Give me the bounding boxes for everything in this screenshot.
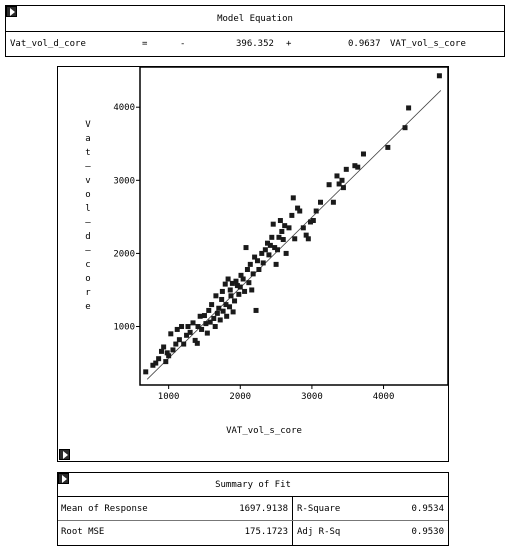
- y-tick-label: 3000: [113, 176, 135, 187]
- data-point: [286, 225, 291, 230]
- data-point: [231, 309, 236, 314]
- data-point: [291, 195, 296, 200]
- root-mse-label: Root MSE: [61, 527, 105, 537]
- data-point: [318, 200, 323, 205]
- adj-r-sq-value: 0.9530: [411, 527, 444, 537]
- data-point: [289, 213, 294, 218]
- data-point: [163, 359, 168, 364]
- summary-of-fit-panel: [57, 472, 449, 546]
- data-point: [215, 311, 220, 316]
- data-point: [170, 347, 175, 352]
- data-point: [256, 267, 261, 272]
- data-point: [202, 313, 207, 318]
- data-point: [224, 314, 229, 319]
- x-tick-label: 2000: [229, 392, 252, 402]
- data-point: [218, 317, 223, 322]
- equation-predictor: VAT_vol_s_core: [390, 39, 466, 49]
- data-point: [249, 287, 254, 292]
- data-point: [233, 279, 238, 284]
- mean-of-response-label: Mean of Response: [61, 504, 148, 514]
- data-point: [188, 330, 193, 335]
- data-point: [331, 200, 336, 205]
- mean-of-response-value: 1697.9138: [239, 504, 288, 514]
- data-point: [255, 258, 260, 263]
- data-point: [271, 222, 276, 227]
- data-point: [275, 247, 280, 252]
- y-tick-label: 4000: [113, 103, 135, 114]
- data-point: [278, 218, 283, 223]
- data-point: [246, 280, 251, 285]
- data-point: [238, 285, 243, 290]
- y-tick-label: 1000: [113, 322, 135, 333]
- y-axis-label: V a t — v o l — d — c o r e: [85, 120, 91, 312]
- scatter-plot-panel: [57, 66, 449, 462]
- data-point: [311, 218, 316, 223]
- r-square-value: 0.9534: [411, 504, 444, 514]
- data-point: [191, 320, 196, 325]
- x-tick-label: 3000: [301, 392, 323, 402]
- data-point: [161, 344, 166, 349]
- data-point: [228, 293, 233, 298]
- data-point: [211, 316, 216, 321]
- data-point: [213, 324, 218, 329]
- data-point: [216, 306, 221, 311]
- data-point: [242, 289, 247, 294]
- data-point: [279, 229, 284, 234]
- data-point: [344, 167, 349, 172]
- data-point: [173, 342, 178, 347]
- root-mse-value: 175.1723: [244, 527, 288, 537]
- data-point: [209, 302, 214, 307]
- data-point: [228, 287, 233, 292]
- data-point: [185, 324, 190, 329]
- data-point: [355, 165, 360, 170]
- data-point: [297, 209, 302, 214]
- data-point: [269, 235, 274, 240]
- data-point: [219, 297, 224, 302]
- data-point: [166, 353, 171, 358]
- data-point: [236, 292, 241, 297]
- data-point: [339, 178, 344, 183]
- scatter-plot: [58, 67, 448, 461]
- data-point: [334, 173, 339, 178]
- data-point: [341, 185, 346, 190]
- equation-equals: =: [142, 39, 148, 49]
- fit-row-divider: [58, 520, 448, 521]
- data-point: [268, 243, 273, 248]
- data-point: [221, 309, 226, 314]
- equation-slope: 0.9637: [348, 39, 381, 49]
- data-point: [276, 235, 281, 240]
- data-point: [254, 308, 259, 313]
- data-point: [274, 262, 279, 267]
- equation-plus: +: [286, 39, 292, 49]
- data-point: [213, 293, 218, 298]
- data-point: [226, 277, 231, 282]
- data-point: [403, 125, 408, 130]
- model-equation-panel: [5, 5, 505, 57]
- adj-r-sq-label: Adj R-Sq: [297, 527, 341, 537]
- data-point: [179, 324, 184, 329]
- data-point: [314, 209, 319, 214]
- data-point: [206, 308, 211, 313]
- data-point: [327, 182, 332, 187]
- data-point: [227, 304, 232, 309]
- data-point: [241, 277, 246, 282]
- data-point: [181, 342, 186, 347]
- data-point: [284, 251, 289, 256]
- data-point: [261, 260, 266, 265]
- data-point: [195, 341, 200, 346]
- data-point: [301, 225, 306, 230]
- x-axis-label: VAT_vol_s_core: [226, 426, 302, 436]
- data-point: [406, 105, 411, 110]
- data-point: [266, 252, 271, 257]
- data-point: [223, 282, 228, 287]
- data-point: [203, 321, 208, 326]
- data-point: [175, 327, 180, 332]
- model-equation-title: Model Equation: [6, 6, 504, 32]
- y-tick-label: 2000: [113, 249, 135, 260]
- data-point: [199, 327, 204, 332]
- data-point: [263, 247, 268, 252]
- data-point: [281, 237, 286, 242]
- data-point: [159, 349, 164, 354]
- equation-sign: -: [180, 39, 186, 49]
- data-point: [198, 314, 203, 319]
- data-point: [251, 271, 256, 276]
- data-point: [177, 337, 182, 342]
- data-point: [282, 223, 287, 228]
- data-point: [156, 356, 161, 361]
- plot-disclosure-triangle-icon[interactable]: [59, 449, 70, 460]
- r-square-label: R-Square: [297, 504, 341, 514]
- data-point: [248, 262, 253, 267]
- data-point: [292, 236, 297, 241]
- data-point: [437, 73, 442, 78]
- data-point: [168, 331, 173, 336]
- data-point: [143, 369, 148, 374]
- data-point: [361, 151, 366, 156]
- data-point: [220, 289, 225, 294]
- x-tick-label: 4000: [372, 392, 395, 402]
- data-point: [245, 267, 250, 272]
- data-point: [232, 298, 237, 303]
- summary-of-fit-title: Summary of Fit: [58, 473, 448, 497]
- data-point: [153, 361, 158, 366]
- data-point: [205, 331, 210, 336]
- x-tick-label: 1000: [157, 392, 180, 402]
- data-point: [306, 236, 311, 241]
- data-point: [385, 145, 390, 150]
- data-point: [244, 245, 249, 250]
- equation-response: Vat_vol_d_core: [10, 39, 86, 49]
- equation-intercept: 396.352: [236, 39, 274, 49]
